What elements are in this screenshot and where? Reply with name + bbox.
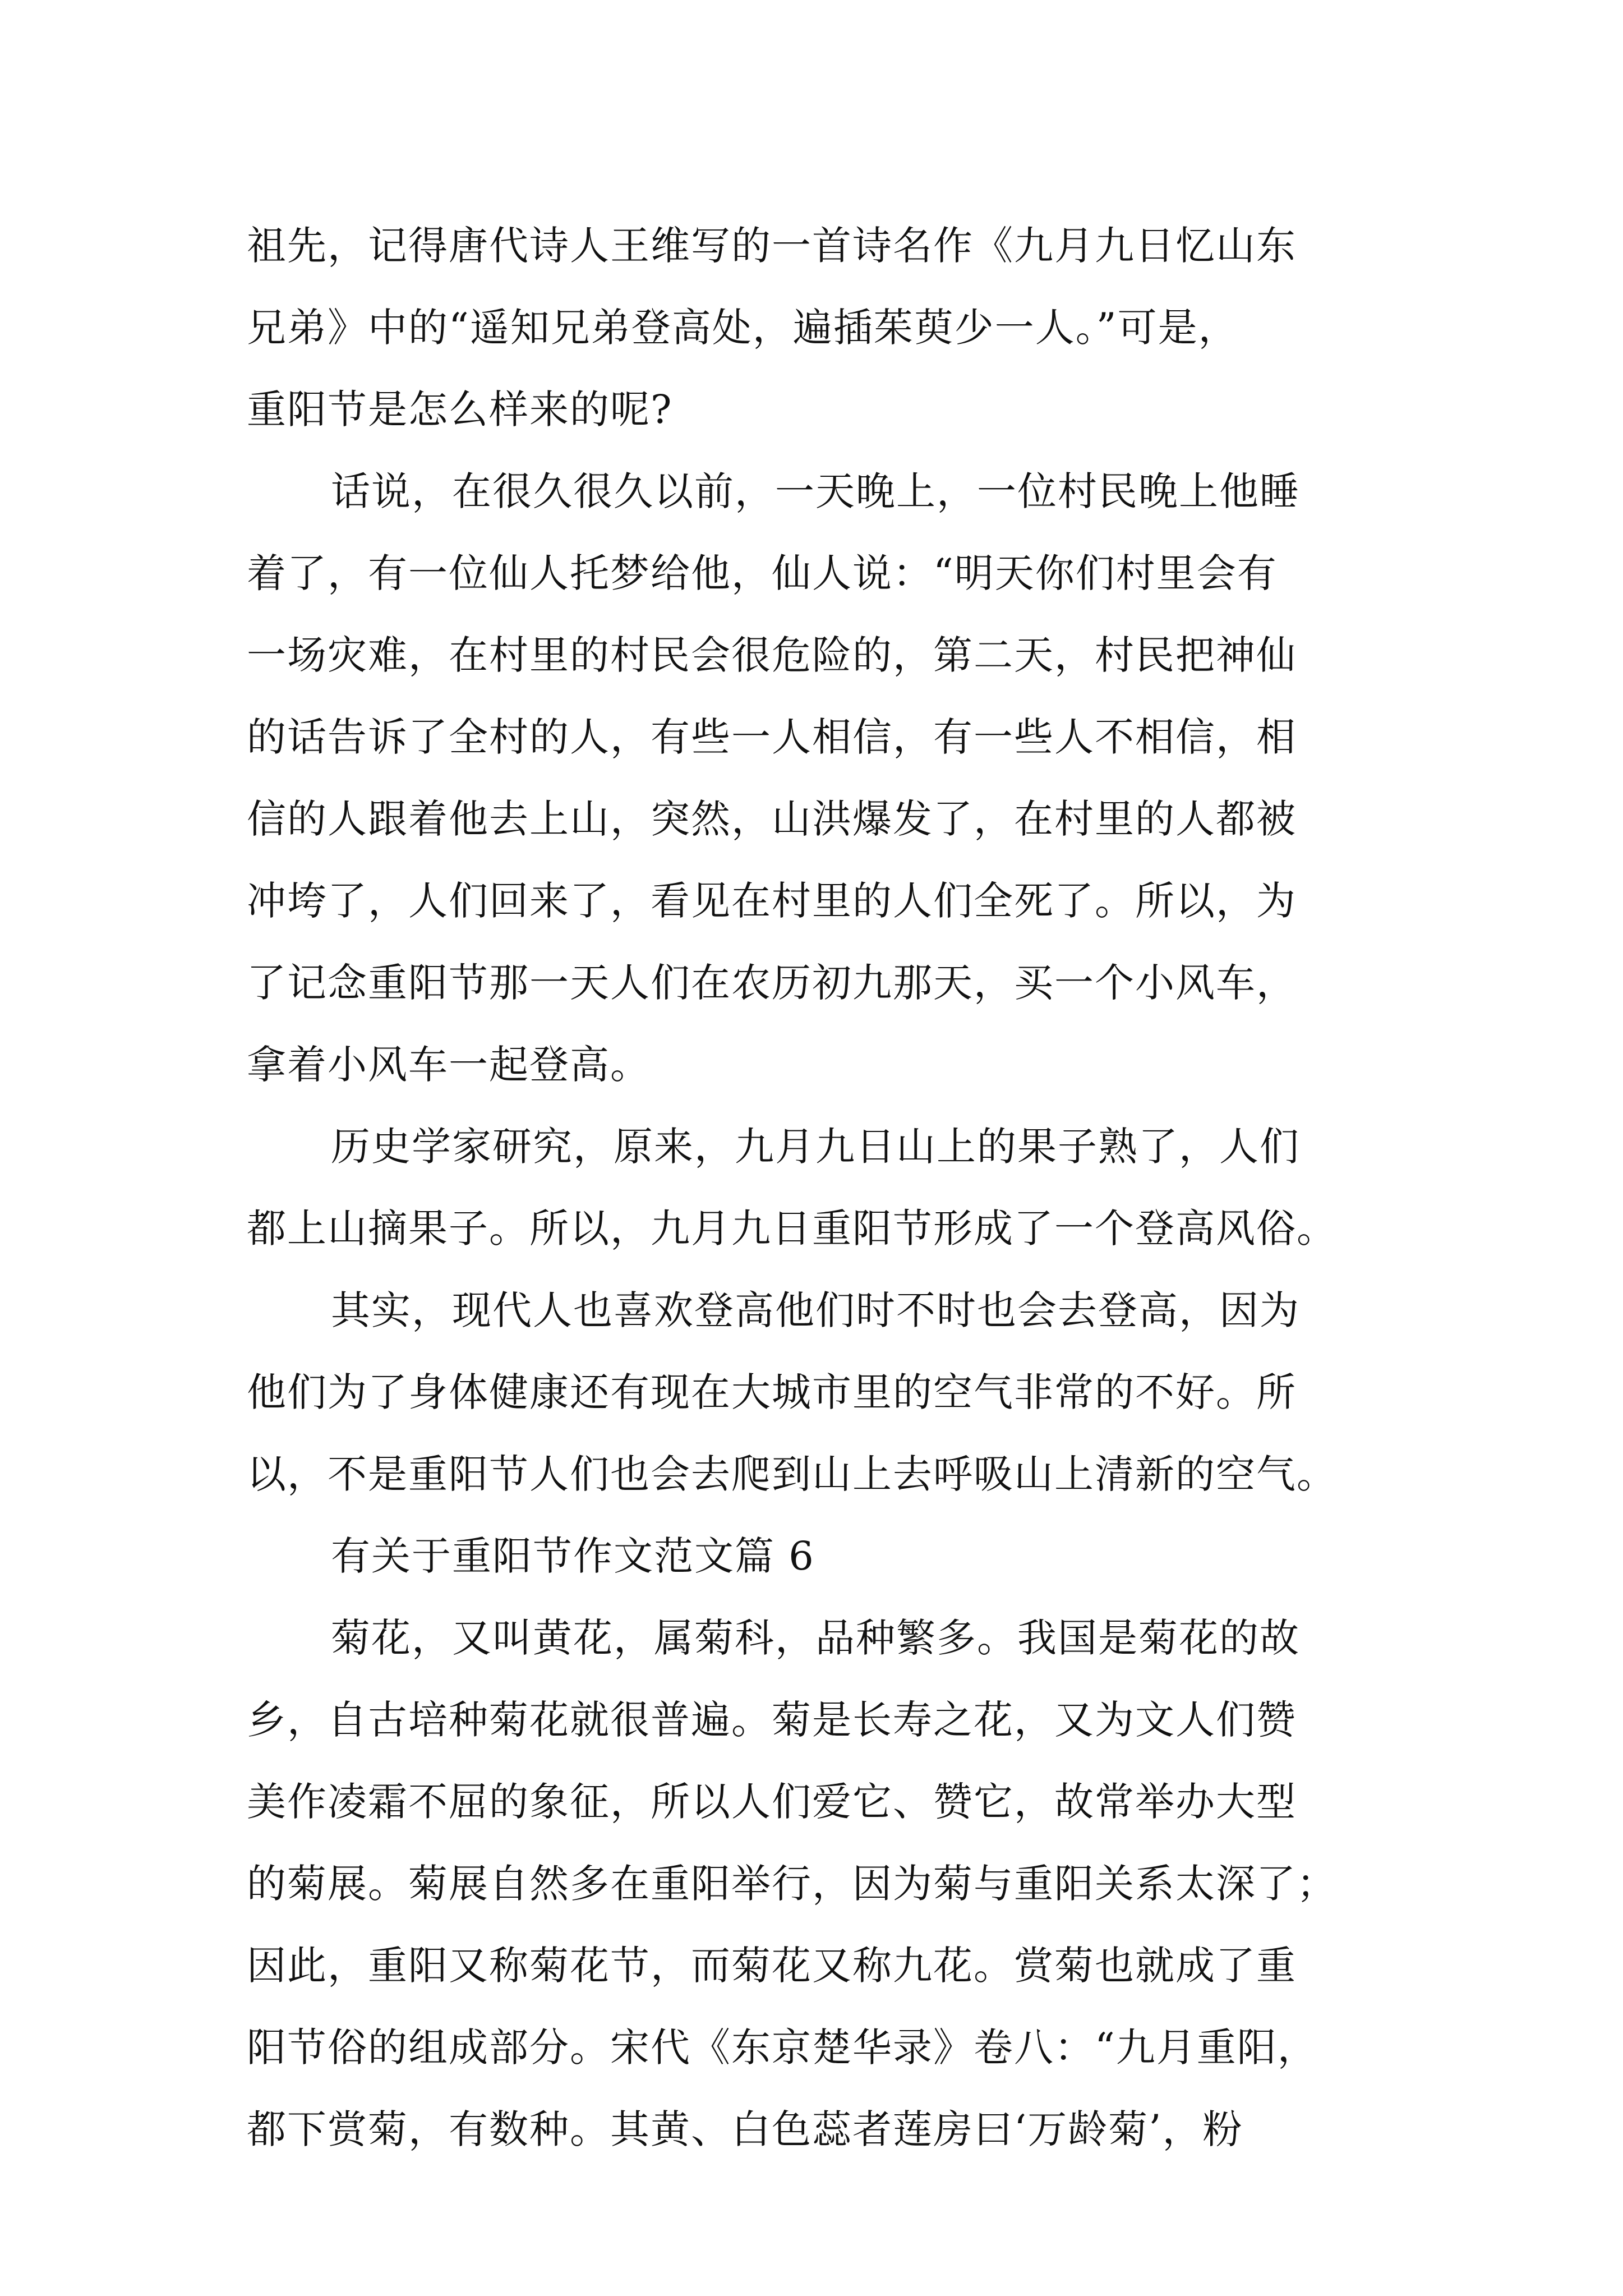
text-line: 以，不是重阳节人们也会去爬到山上去呼吸山上清新的空气。 — [247, 1451, 1337, 1497]
paragraph-start-line: 话说，在很久很久以前，一天晚上，一位村民晚上他睡 — [331, 468, 1300, 514]
text-line: 因此，重阳又称菊花节，而菊花又称九花。赏菊也就成了重 — [247, 1943, 1297, 1989]
section-heading: 有关于重阳节作文范文篇 6 — [331, 1533, 815, 1579]
text-line: 阳节俗的组成部分。宋代《东京楚华录》卷八：“九月重阳， — [247, 2024, 1318, 2070]
paragraph-start-line: 其实，现代人也喜欢登高他们时不时也会去登高，因为 — [331, 1287, 1300, 1333]
text-line: 拿着小风车一起登高。 — [247, 1042, 651, 1088]
text-line: 的话告诉了全村的人，有些一人相信，有一些人不相信，相 — [247, 714, 1297, 760]
text-line: 乡，自古培种菊花就很普遍。菊是长寿之花，又为文人们赞 — [247, 1697, 1297, 1743]
paragraph-start-line: 历史学家研究，原来，九月九日山上的果子熟了，人们 — [331, 1124, 1300, 1170]
text-line: 了记念重阳节那一天人们在农历初九那天，买一个小风车， — [247, 960, 1297, 1006]
text-line: 祖先，记得唐代诗人王维写的一首诗名作《九月九日忆山东 — [247, 223, 1297, 269]
text-line: 都下赏菊，有数种。其黄、白色蕊者莲房曰‘万龄菊’，粉 — [247, 2106, 1243, 2152]
text-line: 冲垮了，人们回来了，看见在村里的人们全死了。所以，为 — [247, 878, 1297, 924]
document-body — [247, 205, 1385, 2170]
text-line: 的菊展。菊展自然多在重阳举行，因为菊与重阳关系太深了； — [247, 1861, 1337, 1907]
text-line: 都上山摘果子。所以，九月九日重阳节形成了一个登高风俗。 — [247, 1205, 1337, 1251]
text-line: 重阳节是怎么样来的呢? — [247, 386, 673, 432]
text-line: 一场灾难，在村里的村民会很危险的，第二天，村民把神仙 — [247, 632, 1297, 678]
text-line: 他们为了身体健康还有现在大城市里的空气非常的不好。所 — [247, 1369, 1297, 1415]
paragraph-start-line: 菊花，又叫黄花，属菊科，品种繁多。我国是菊花的故 — [331, 1615, 1300, 1661]
text-line: 信的人跟着他去上山，突然，山洪爆发了，在村里的人都被 — [247, 796, 1297, 842]
text-line: 美作凌霜不屈的象征，所以人们爱它、赞它，故常举办大型 — [247, 1779, 1297, 1825]
text-line: 着了，有一位仙人托梦给他，仙人说：“明天你们村里会有 — [247, 550, 1278, 596]
text-line: 兄弟》中的“遥知兄弟登高处，遍插茱萸少一人。”可是， — [247, 305, 1239, 351]
